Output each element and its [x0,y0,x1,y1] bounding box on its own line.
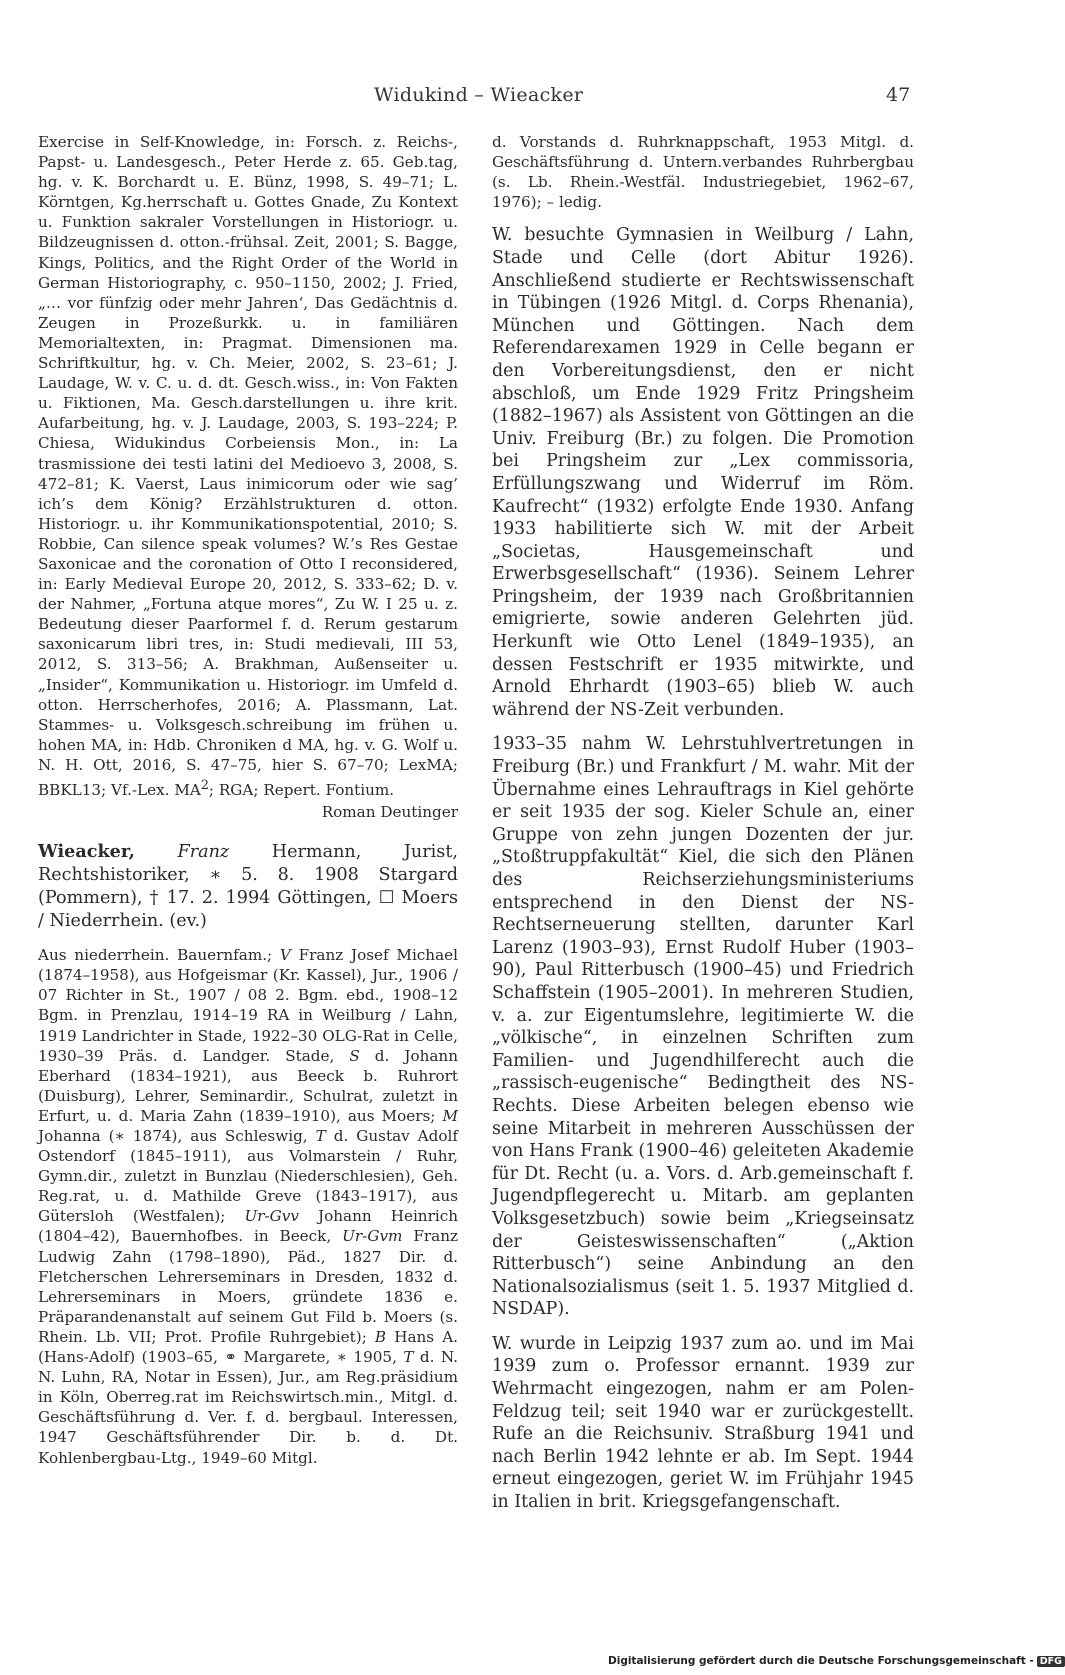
genealogy-abbrev: Ur-Gvm [342,1227,403,1246]
paragraph-leipzig: W. wurde in Leipzig 1937 zum ao. und im Mai 1939 zum o. Professor ernannt. 1939 zur Wehrmacht eingezogen, nahm er am Polen-Feldzug teil; seit 1940 war er zurückgestellt. Rufe an die Reichsuniv. Straßburg 1941 und nach Berlin 1942 lehnte er ab. Im Sept. 1944 erneut eingezogen, geriet W. im Frühjahr 1945 in Italien in brit. Kriegsgefangenschaft. [492,1333,914,1513]
headword-details: Hermann, Jurist, Rechtshistoriker, ∗ 5. 8. 1908 Stargard (Pommern), † 17. 2. 1994 Göttingen, ☐ Moers / Niederrhein. (ev.) [38,842,458,932]
genealogy-text: d. N. N. Luhn, RA, Notar in Essen), Jur., am Reg.präsidium in Köln, Oberreg.rat im Reichswirtsch.min., Mitgl. d. Geschäftsführung d. Ver. f. d. bergbaul. Interessen, 1947 Geschäftsführender Dir. b. d. Dt. Kohlenbergbau-Ltg., 1949–60 Mitgl. [38,1348,458,1467]
right-column [492,132,914,1514]
headword-given-name: Franz [177,842,230,863]
genealogy-text: d. Johann Eberhard (1834–1921), aus Beeck b. Ruhrort (Duisburg), Lehrer, Seminardir., Schulrat, zuletzt in Erfurt, u. d. Maria Zahn (1839–1910), aus Moers; [38,1046,458,1125]
genealogy-abbrev: T [315,1127,326,1145]
page-number: 47 [886,84,911,106]
headword: Wieacker, [38,841,135,863]
bib-superscript: 2 [200,777,209,792]
genealogy-text: Franz Ludwig Zahn (1798–1890), Päd., 1827 Dir. d. Fletcherschen Lehrerseminars in Dresden, 1832 d. Lehrerseminars in Moers, gründete 1836 e. Präparandenanstalt auf seinem Gut Fild b. Moers (s. Rhein. Lb. VII; Prot. Profile Ruhrgebiet); [38,1227,458,1346]
genealogy-text: Johann Heinrich (1804–42), Bauernhofbes. in Beeck, [38,1207,458,1246]
genealogy-text: Franz Josef Michael (1874–1958), aus Hofgeismar (Kr. Kassel), Jur., 1906 / 07 Richter in St., 1907 / 08 2. Bgm. ebd., 1908–12 Bgm. in Prenzlau, 1914–19 RA in Weilburg / Lahn, 1919 Landrichter in Stade, 1922–30 OLG-Rat in Celle, 1930–39 Präs. d. Landger. Stade, [38,946,458,1065]
running-head: Widukind – Wieacker [374,84,584,106]
genealogy-abbrev: B [374,1327,387,1346]
genealogy-abbrev: S [349,1046,360,1065]
dfg-logo: DFG [1037,1656,1065,1667]
article-author: Roman Deutinger [321,803,458,822]
paragraph-kiel-school: 1933–35 nahm W. Lehrstuhlvertretungen in Freiburg (Br.) und Frankfurt / M. wahr. Mit der Übernahme eines Lehrauftrags in Kiel gehörte er seit 1935 der sog. Kieler Schule an, einer Gruppe von zehn jungen Dozenten der jur. „Stoßtruppfakultät“ Kiel, die sich den Plänen des Reichserziehungsministeriums entsprechend in den Dienst der NS-Rechtserneuerung stellten, darunter Karl Larenz (1903–93), Ernst Rudolf Huber (1903–90), Paul Ritterbusch (1900–45) und Friedrich Schaffstein (1905–2001). In mehreren Studien, v. a. zur Eigentumslehre, legitimierte W. die „völkische“, in einzelnen Schriften zum Familien- und Jugendhilferecht auch die „rassisch-eugenische“ Bedingtheit des NS-Rechts. Diese Arbeiten belegen ebenso wie seine Mitarbeit in mehreren Ausschüssen der von Hans Frank (1900–46) geleiteten Akademie für Dt. Recht (u. a. Vors. d. Arb.gemeinschaft f. Jugendpflegerecht u. Mitarb. am geplanten Volksgesetzbuch) sowie beim „Kriegseinsatz der Geisteswissenschaften“ („Aktion Ritterbusch“) seine Anbindung an den Nationalsozialismus (seit 1. 5. 1937 Mitglied d. NSDAP). [492,734,914,1320]
genealogy-abbrev: V [279,946,291,965]
genealogy-text: Hans A. (Hans-Adolf) (1903–65, ⚭ Margarete, ∗ 1905, [38,1327,458,1367]
paragraph-education: W. besuchte Gymnasien in Weilburg / Lahn, Stade und Celle (dort Abitur 1926). Anschließend studierte er Rechtswissenschaft in Tübingen (1926 Mitgl. d. Corps Rhenania), München und Göttingen. Nach dem Referendarexamen 1929 in Celle begann er den Vorbereitungsdienst, den er nicht abschloß, um Ende 1929 Fritz Pringsheim (1882–1967) als Assistent von Göttingen an die Univ. Freiburg (Br.) zu folgen. Die Promotion bei Pringsheim zur „Lex commissoria, Erfüllungszwang und Widerruf im Röm. Kaufrecht“ (1932) erfolgte Ende 1930. Anfang 1933 habilitierte sich W. mit der Arbeit „Societas, Hausgemeinschaft und Erwerbsgesellschaft“ (1936). Seinem Lehrer Pringsheim, der 1939 nach Großbritannien emigrierte, sowie anderen Gelehrten jüd. Herkunft wie Otto Lenel (1849–1935), an dessen Festschrift er 1935 mitwirkte, und Arnold Ehrhardt (1903–65) blieb W. auch während der NS-Zeit verbunden. [492,225,914,720]
genealogy [38,945,458,1467]
genealogy-text: Johanna (∗ 1874), aus Schleswig, [38,1127,316,1145]
genealogy-abbrev: M [442,1106,458,1125]
left-column [38,132,458,1468]
genealogy-text: d. Gustav Adolf Ostendorf (1845–1911), aus Volmarstein / Ruhr, Gymn.dir., zuletzt in Bunzlau (Niederschlesien), Geh. Reg.rat, u. d. Mathilde Greve (1843–1917), aus Gütersloh (Westfalen); [38,1127,458,1226]
genealogy-text: Aus niederrhein. Bauernfam.; [38,946,280,965]
bibliography: Exercise in Self-Knowledge, in: Forsch. z. Reichs-, Papst- u. Landesgesch., Peter Herde z. 65. Geb.tag, hg. v. K. Borchardt u. E. Bünz, 1998, S. 49–71; L. Körntgen, Kg.herrschaft u. Gottes Gnade, Zu Kontext u. Funktion sakraler Vorstellungen in Historiogr. u. Bildzeugnissen d. otton.-frühsal. Zeit, 2001; S. Bagge, Kings, Politics, and the Right Order of the World in German Historiography, c. 950–1150, 2002; J. Fried, „… vor fünfzig oder mehr Jahren‘, Das Gedächtnis d. Zeugen in Prozeßurkk. u. in familiären Memorialtexten, in: Pragmat. Dimensionen ma. Schriftkultur, hg. v. Ch. Meier, 2002, S. 23–61; J. Laudage, W. v. C. u. d. dt. Gesch.wiss., in: Von Fakten u. Fiktionen, Ma. Gesch.darstellungen u. ihre krit. Aufarbeitung, hg. v. J. Laudage, 2003, S. 193–224; P. Chiesa, Widukindus Corbeiensis Mon., in: La trasmissione dei testi latini del Medioevo 3, 2008, S. 472–81; K. Vaerst, Laus inimicorum oder wie sag’ ich’s dem König? Erzählstrukturen d. otton. Historiogr. u. ihr Kommunikationspotential, 2010; S. Robbie, Can silence speak volumes? W.’s Res Gestae Saxonicae and the coronation of Otto I reconsidered, in: Early Medieval Europe 20, 2012, S. 333–62; D. v. der Nahmer, „Fortuna atque mores“, Zu W. I 25 u. z. Bedeutung dieser Paarformel f. d. Rerum gestarum saxonicarum libri tres, in: Studi medievali, III 53, 2012, S. 313–56; A. Brakhman, Außenseiter u. „Insider“, Kommunikation u. Historiogr. im Umfeld d. otton. Herrscherhofes, 2016; A. Plassmann, Lat. Stammes- u. Volksgesch.schreibung im frühen u. hohen MA, in: Hdb. Chroniken d MA, hg. v. G. Wolf u. N. H. Ott, 2016, S. 47–75, hier S. 67–70; LexMA; BBKL13; Vf.-Lex. $MA^2$; RGA; Repert. Fontium. [38,133,458,800]
genealogy-continued: d. Vorstands d. Ruhrknappschaft, 1953 Mitgl. d. Geschäftsführung d. Untern.verbandes Ruhrbergbau (s. Lb. Rhein.-Westfäl. Industriegebiet, 1962–67, 1976); – ledig. [492,133,914,212]
footer-credit: Digitalisierung gefördert durch die Deutsche Forschungsgemeinschaft - DFG [608,1655,1065,1667]
genealogy-abbrev: T [403,1348,414,1367]
genealogy-abbrev: Ur-Gvv [244,1207,299,1226]
entry-heading [38,840,458,933]
